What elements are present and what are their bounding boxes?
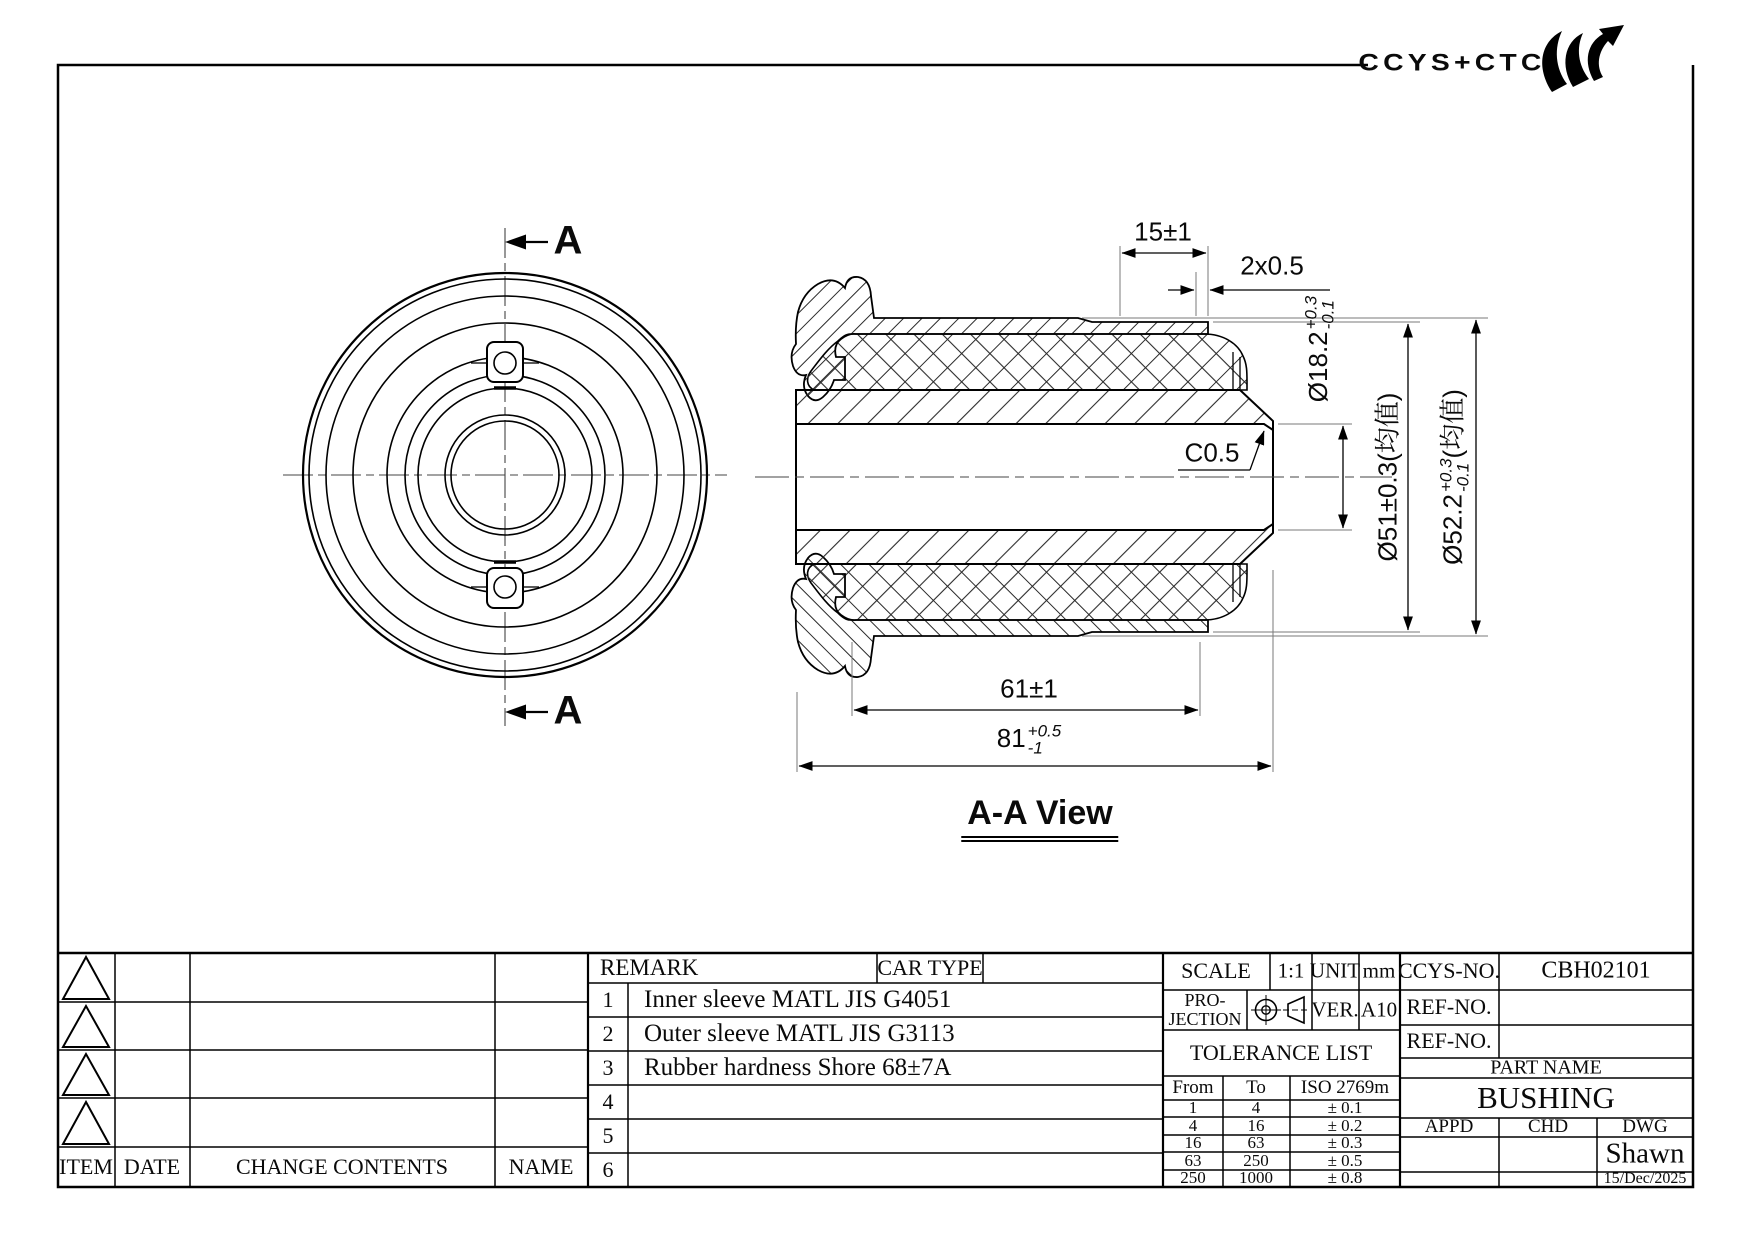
remark-row-no: 2 <box>602 1021 614 1046</box>
tol-cell: ± 0.5 <box>1327 1151 1363 1170</box>
part-name-value: BUSHING <box>1477 1080 1615 1115</box>
remark-row-text: Inner sleeve MATL JIS G4051 <box>644 986 952 1013</box>
tol-cell: ± 0.1 <box>1327 1098 1363 1117</box>
section-label-a-top: A <box>553 218 583 263</box>
tolerance-title: TOLERANCE LIST <box>1189 1040 1373 1065</box>
scale-value: 1:1 <box>1277 958 1305 983</box>
dim-15: 15±1 <box>1134 216 1192 247</box>
remark-row-text: Rubber hardness Shore 68±7A <box>644 1054 952 1081</box>
dim-chamfer: C0.5 <box>1184 437 1240 468</box>
ref-no-label-2: REF-NO. <box>1406 1028 1492 1053</box>
front-view <box>283 228 727 726</box>
rev-col-change-contents: CHANGE CONTENTS <box>235 1154 449 1179</box>
chd-label: CHD <box>1527 1116 1569 1137</box>
tol-col-iso: ISO 2769m <box>1300 1077 1390 1098</box>
remark-header: REMARK <box>600 955 699 980</box>
tol-cell: 16 <box>1184 1133 1202 1152</box>
remark-row-no: 6 <box>602 1157 614 1182</box>
projection-symbol-icon <box>1251 995 1309 1025</box>
dim-61: 61±1 <box>1000 673 1058 704</box>
tol-cell: 1 <box>1188 1098 1198 1117</box>
tol-cell: 63 <box>1247 1133 1265 1152</box>
tol-cell: 250 <box>1243 1151 1269 1170</box>
remark-row-text: Outer sleeve MATL JIS G3113 <box>644 1020 955 1047</box>
logo-swoosh-icon <box>1542 25 1624 92</box>
tol-cell: 4 <box>1188 1116 1198 1135</box>
tol-col-from: From <box>1172 1077 1214 1098</box>
ref-no-label-1: REF-NO. <box>1406 994 1492 1019</box>
logo-text: CCYS+CTC <box>1358 49 1546 77</box>
dim-od51: Ø51±0.3(均值) <box>1372 392 1403 562</box>
dwg-label: DWG <box>1622 1116 1668 1137</box>
tol-cell: 250 <box>1180 1168 1206 1187</box>
dwg-name: Shawn <box>1605 1137 1685 1170</box>
ver-value: A10 <box>1360 997 1398 1022</box>
ccys-no-value: CBH02101 <box>1541 957 1651 984</box>
remark-row-no: 5 <box>602 1123 614 1148</box>
remark-row-no: 3 <box>602 1055 614 1080</box>
car-type-header: CAR TYPE <box>877 955 983 980</box>
tol-cell: 63 <box>1184 1151 1202 1170</box>
tol-cell: 1000 <box>1239 1168 1273 1187</box>
tol-cell: ± 0.2 <box>1327 1116 1363 1135</box>
section-label-a-bottom: A <box>553 688 583 733</box>
tol-col-to: To <box>1246 1077 1266 1098</box>
ccys-no-label: CCYS-NO. <box>1397 958 1501 983</box>
unit-value: mm <box>1362 958 1396 983</box>
dwg-date: 15/Dec/2025 <box>1603 1170 1687 1187</box>
tol-cell: 16 <box>1247 1116 1265 1135</box>
part-name-label: PART NAME <box>1490 1056 1602 1079</box>
rev-col-date: DATE <box>123 1154 181 1179</box>
tol-cell: ± 0.8 <box>1327 1168 1363 1187</box>
dim-2x05: 2x0.5 <box>1240 250 1304 281</box>
tol-cell: 4 <box>1251 1098 1261 1117</box>
section-cut-arrow-top <box>505 235 548 250</box>
rev-col-name: NAME <box>508 1154 574 1179</box>
scale-label: SCALE <box>1181 958 1251 983</box>
projection-label: PRO- JECTION <box>1168 990 1242 1029</box>
dim-od522: Ø52.2 +0.3 -0.1 (均值) <box>1436 389 1473 565</box>
section-cut-arrow-bottom <box>505 705 548 720</box>
remark-row-no: 4 <box>602 1089 614 1114</box>
tol-cell: ± 0.3 <box>1327 1133 1363 1152</box>
rev-col-item: ITEM <box>59 1154 113 1179</box>
appd-label: APPD <box>1424 1116 1474 1137</box>
remark-row-no: 1 <box>602 987 614 1012</box>
dim-81: 81 +0.5 -1 <box>996 721 1062 758</box>
ver-label: VER. <box>1311 997 1359 1022</box>
dim-bore: Ø18.2 +0.3 -0.1 <box>1301 295 1338 403</box>
unit-label: UNIT <box>1309 958 1361 983</box>
view-title: A-A View <box>961 794 1118 842</box>
